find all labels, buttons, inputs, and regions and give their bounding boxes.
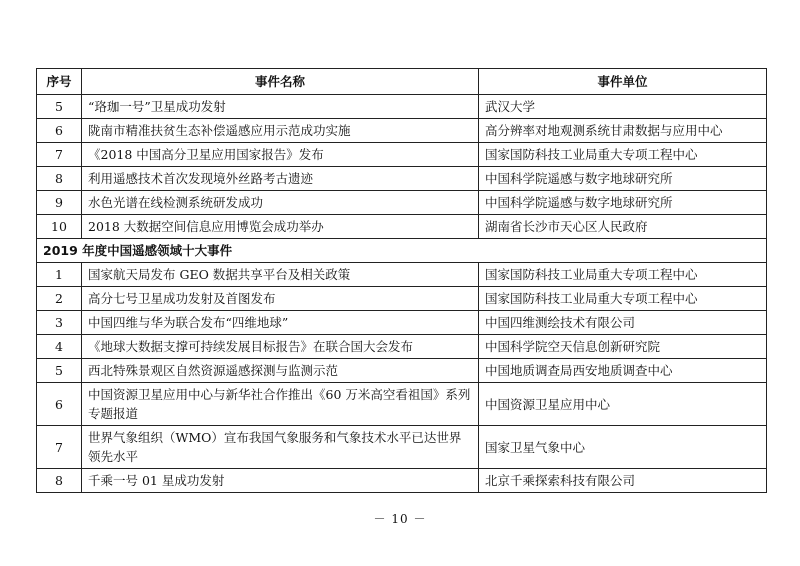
event-name: 《2018 中国高分卫星应用国家报告》发布 [82, 143, 479, 167]
row-number: 6 [37, 119, 82, 143]
event-unit: 北京千乘探索科技有限公司 [479, 469, 767, 493]
table-row [37, 263, 767, 287]
event-name: 中国资源卫星应用中心与新华社合作推出《60 万米高空看祖国》系列专题报道 [82, 383, 479, 426]
event-unit: 中国地质调查局西安地质调查中心 [479, 359, 767, 383]
event-name: 利用遥感技术首次发现境外丝路考古遗迹 [82, 167, 479, 191]
event-name: 西北特殊景观区自然资源遥感探测与监测示范 [82, 359, 479, 383]
event-unit: 湖南省长沙市天心区人民政府 [479, 215, 767, 239]
table-row [37, 311, 767, 335]
event-name: “珞珈一号”卫星成功发射 [82, 95, 479, 119]
event-name: 中国四维与华为联合发布“四维地球” [82, 311, 479, 335]
row-number: 1 [37, 263, 82, 287]
row-number: 4 [37, 335, 82, 359]
table-row [37, 143, 767, 167]
event-unit: 中国资源卫星应用中心 [479, 383, 767, 426]
table-row [37, 215, 767, 239]
table-row [37, 287, 767, 311]
event-unit: 国家卫星气象中心 [479, 426, 767, 469]
table-row [37, 191, 767, 215]
event-name: 2018 大数据空间信息应用博览会成功举办 [82, 215, 479, 239]
event-unit: 高分辨率对地观测系统甘肃数据与应用中心 [479, 119, 767, 143]
row-number: 5 [37, 359, 82, 383]
event-unit: 中国科学院遥感与数字地球研究所 [479, 167, 767, 191]
event-unit: 中国科学院遥感与数字地球研究所 [479, 191, 767, 215]
table-row [37, 383, 767, 426]
row-number: 6 [37, 383, 82, 426]
event-name: 水色光谱在线检测系统研发成功 [82, 191, 479, 215]
event-unit: 国家国防科技工业局重大专项工程中心 [479, 263, 767, 287]
row-number: 2 [37, 287, 82, 311]
table-row [37, 167, 767, 191]
event-name: 国家航天局发布 GEO 数据共享平台及相关政策 [82, 263, 479, 287]
event-name: 高分七号卫星成功发射及首图发布 [82, 287, 479, 311]
column-header-no: 序号 [37, 69, 82, 95]
row-number: 5 [37, 95, 82, 119]
event-name: 世界气象组织（WMO）宣布我国气象服务和气象技术水平已达世界领先水平 [82, 426, 479, 469]
event-unit: 中国四维测绘技术有限公司 [479, 311, 767, 335]
event-unit: 武汉大学 [479, 95, 767, 119]
events-table [36, 68, 767, 493]
table-row [37, 426, 767, 469]
event-name: 陇南市精准扶贫生态补偿遥感应用示范成功实施 [82, 119, 479, 143]
event-unit: 国家国防科技工业局重大专项工程中心 [479, 143, 767, 167]
event-unit: 国家国防科技工业局重大专项工程中心 [479, 287, 767, 311]
table-row [37, 95, 767, 119]
row-number: 7 [37, 426, 82, 469]
row-number: 8 [37, 167, 82, 191]
column-header-event-unit: 事件单位 [479, 69, 767, 95]
table-row [37, 469, 767, 493]
section-title-2019: 2019 年度中国遥感领域十大事件 [37, 239, 767, 263]
page-number: － 10 － [373, 512, 427, 526]
table-header-row [37, 69, 767, 95]
row-number: 7 [37, 143, 82, 167]
event-unit: 中国科学院空天信息创新研究院 [479, 335, 767, 359]
table-row [37, 359, 767, 383]
row-number: 9 [37, 191, 82, 215]
event-name: 《地球大数据支撑可持续发展目标报告》在联合国大会发布 [82, 335, 479, 359]
row-number: 8 [37, 469, 82, 493]
row-number: 3 [37, 311, 82, 335]
row-number: 10 [37, 215, 82, 239]
table-row [37, 119, 767, 143]
table-row [37, 335, 767, 359]
column-header-event-name: 事件名称 [82, 69, 479, 95]
event-name: 千乘一号 01 星成功发射 [82, 469, 479, 493]
section-header-row [37, 239, 767, 263]
